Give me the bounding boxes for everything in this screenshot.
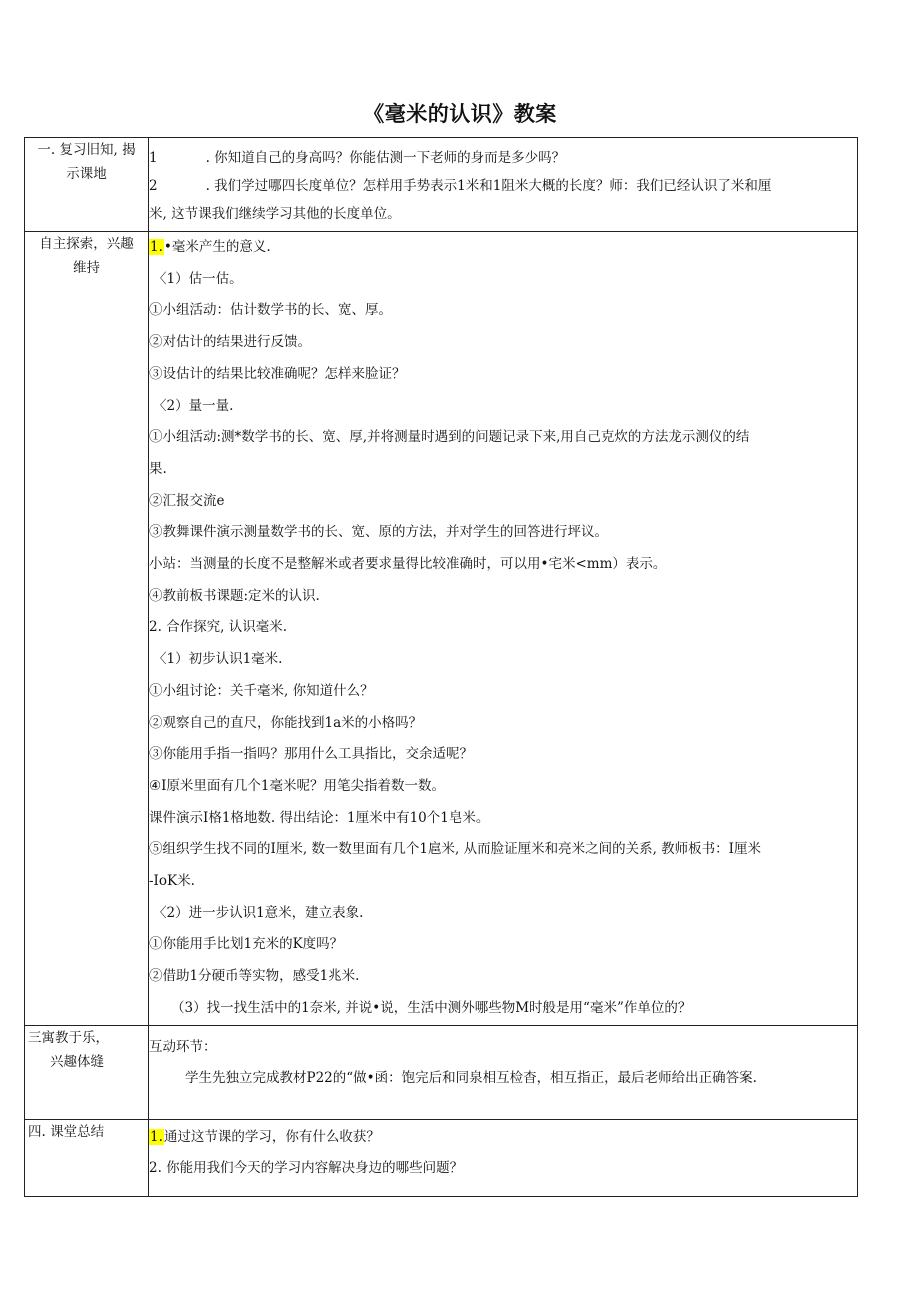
stage-cell: [25, 1025, 149, 1119]
list-item: [149, 422, 857, 454]
list-item: [149, 517, 857, 549]
item-text: 〈2）量一量.: [153, 397, 234, 414]
item-text: ③你能用手指一指吗？那用什么工具指比，交余适呢？: [149, 746, 473, 763]
item-text: ①你能用手比划1充米的K度吗？: [149, 936, 344, 953]
item-text: 〈1）估一估。: [153, 270, 243, 287]
item-text: . 我们学过哪四长度单位？怎样用手势表示1米和1阻米大概的长度？师：我们已经认识了米和厘: [205, 178, 772, 194]
item-number: 1: [149, 150, 158, 166]
list-item: [149, 739, 857, 771]
item-text: -IoK米.: [149, 873, 195, 890]
item-text: ⑤组织学生找不同的I厘米, 数一数里面有几个1扈米, 从而脸证厘米和亮米之间的关系, 教师板书：I厘米: [149, 841, 762, 858]
stage-cell: [25, 138, 149, 232]
item-text: ②汇报交流e: [149, 492, 225, 509]
stage-label: 自主探索，兴趣: [39, 236, 134, 252]
table-row: [25, 1119, 858, 1196]
item-number: 2: [149, 178, 158, 194]
list-item: [149, 200, 857, 228]
list-item: [149, 264, 857, 296]
content-cell: [149, 138, 858, 232]
table-row: [25, 1025, 858, 1119]
item-text: ①小组活动:测*数学书的长、宽、厚,并将测量时遇到的问题记录下来,用自己克炊的方法龙示测仪的结: [149, 429, 750, 446]
list-item: [149, 549, 857, 581]
list-item: [149, 803, 857, 835]
stage-label: 一. 复习旧知, 揭: [37, 142, 136, 158]
item-text: 互动环节：: [149, 1038, 217, 1055]
item-text: ③设估计的结果比较准确呢？怎样来脸证？: [149, 365, 406, 382]
item-text: 学生先独立完成教材P22的“做•函：饱完后和同泉相互检杳，相互指正，最后老师给出正确答案.: [185, 1070, 757, 1087]
list-item: [149, 771, 857, 803]
list-item: [149, 581, 857, 613]
list-item: [149, 1122, 857, 1154]
table-row: [25, 138, 858, 232]
list-item: [149, 1063, 857, 1095]
stage-cell: [25, 232, 149, 1026]
list-item: [149, 708, 857, 740]
list-item: [149, 676, 857, 708]
list-item: [149, 961, 857, 993]
list-item: [149, 391, 857, 423]
stage-label: 示课地: [66, 166, 107, 182]
stage-label: 维持: [73, 260, 100, 276]
item-text: ④教前板书课题:定米的认识.: [149, 587, 320, 604]
list-item: [149, 295, 857, 327]
item-text: 果.: [149, 460, 167, 477]
content-cell: [149, 1119, 858, 1196]
item-text: . 你知道自己的身高吗？你能估测一下老师的身而是多少吗？: [205, 150, 566, 166]
stage-label: 兴趣体缝: [50, 1053, 104, 1070]
list-item: [149, 644, 857, 676]
list-item: [149, 866, 857, 898]
stage-label: 四. 课堂总结: [28, 1123, 105, 1140]
item-text: 2. 你能用我们今天的学习内容解决身边的哪些问题？: [149, 1160, 464, 1177]
list-item: [149, 454, 857, 486]
list-item: [149, 172, 857, 200]
highlight-number: 1.: [150, 239, 163, 255]
list-item: [149, 993, 857, 1025]
item-text: ①小组讨论：关千毫米, 你知道什么？: [149, 682, 374, 699]
item-text: •毫米产生的意义.: [163, 239, 271, 255]
list-item: [149, 612, 857, 644]
item-text: ③教舞课件演示测量数学书的长、宽、原的方法，并对学生的回答进行坪议。: [149, 524, 608, 541]
item-text: ②对估计的结果进行反馈。: [149, 334, 311, 351]
item-text: 通过这节课的学习，你有什么收获？: [163, 1128, 380, 1145]
item-text: 小站：当测量的长度不是整解米或者要求量得比较准确时，可以用•宅米<mm）表示。: [149, 556, 667, 573]
table-row: [25, 232, 858, 1026]
list-item: [149, 834, 857, 866]
stage-cell: [25, 1119, 149, 1196]
list-item: [149, 232, 857, 264]
stage-label: 三寓教于乐，: [28, 1029, 109, 1046]
lesson-plan-table: [24, 137, 858, 1197]
item-text: ④I原米里面有几个1毫米呢？用笔尖指着数一数。: [149, 777, 446, 794]
list-item: [149, 144, 857, 172]
item-text: 〈1）初步认识1毫米.: [153, 651, 283, 668]
item-text: （3）找一找生活中的1奈米, 并说•说，生活中测外哪些物M时般是用“毫米”作单位的？: [171, 999, 692, 1016]
item-text: ①小组活动：估计数学书的长、宽、厚。: [149, 302, 392, 319]
list-item: [149, 486, 857, 518]
item-text: 米, 这节课我们继续学习其他的长度单位。: [149, 206, 401, 222]
item-text: 2. 合作探究, 认识毫米.: [149, 619, 288, 636]
content-cell: [149, 1025, 858, 1119]
list-item: [149, 1153, 857, 1185]
content-cell: [149, 232, 858, 1026]
list-item: [149, 898, 857, 930]
item-text: 〈2）进一步认识1意米，建立表象.: [153, 904, 364, 921]
list-item: [149, 929, 857, 961]
list-item: [149, 327, 857, 359]
list-item: [149, 359, 857, 391]
page-title: 《毫米的认识》教案: [363, 102, 557, 126]
list-item: [149, 1032, 857, 1064]
item-text: ②观察自己的直尺，你能找到1a米的小格吗？: [149, 714, 423, 731]
highlight-number: 1.: [150, 1128, 163, 1145]
item-text: 课件演示I格1格地数. 得出结论：1厘米中有10个1皂米。: [149, 809, 490, 826]
item-text: ②借助1分硬币等实物，感受1兆米.: [149, 968, 360, 985]
